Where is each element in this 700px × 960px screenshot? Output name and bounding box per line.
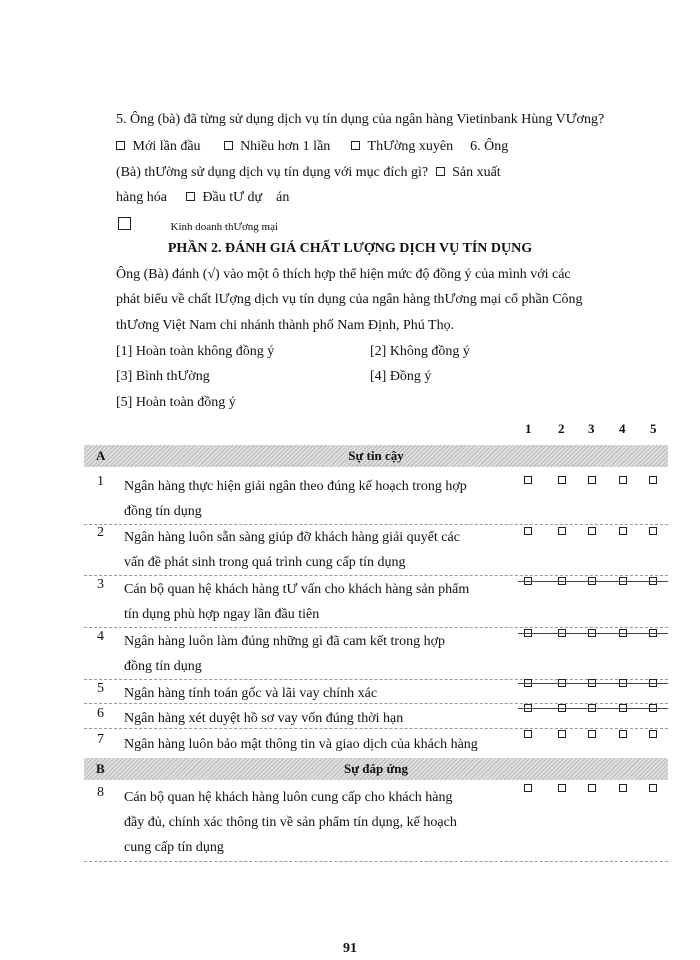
option-label: ThƯờng xuyên: [367, 139, 454, 154]
scale-header-1: 1: [525, 421, 532, 436]
rating-checkbox-3[interactable]: [588, 730, 596, 738]
question-6-line: [116, 165, 501, 181]
table-row: [84, 706, 668, 728]
page-number: 91: [343, 941, 357, 956]
group-header-b: [84, 758, 668, 780]
question-6-options: [116, 190, 289, 206]
statement-line: tín dụng phù hợp ngay lần đầu tiên: [124, 607, 320, 622]
question-5-options: [116, 139, 508, 155]
statement-line: Ngân hàng luôn sẵn sàng giúp đỡ khách hàng giải quyết các: [124, 530, 460, 545]
rating-checkbox-3[interactable]: [588, 527, 596, 535]
statement-line: Cán bộ quan hệ khách hàng luôn cung cấp cho khách hàng: [124, 790, 453, 805]
statement-line: Ngân hàng xét duyệt hồ sơ vay vốn đúng thời hạn: [124, 711, 404, 726]
option-label: hàng hóa: [116, 190, 167, 205]
group-letter: B: [96, 761, 105, 776]
option-label: Mới lần đầu: [132, 139, 201, 154]
table-row: [84, 577, 668, 625]
statement-line: đầy đủ, chính xác thông tin về sản phẩm tín dụng, kế hoạch: [124, 815, 457, 830]
scale-label-5: [5] Hoàn toàn đồng ý: [116, 395, 236, 410]
row-divider: [84, 728, 668, 729]
question-6-text: (Bà) thƯờng sử dụng dịch vụ tín dụng với mục đích gì?: [116, 165, 429, 180]
question-5-text: 5. Ông (bà) đã từng sử dụng dịch vụ tín dụng của ngân hàng Vietinbank Hùng VƯơng?: [116, 112, 605, 127]
rating-checkbox-1[interactable]: [524, 476, 532, 484]
row-divider: [84, 627, 668, 628]
rating-options: [524, 784, 664, 796]
checkbox[interactable]: [116, 141, 125, 150]
rating-options: [524, 679, 664, 691]
option-label: Kinh doanh thƯơng mại: [170, 221, 279, 233]
rating-options: [524, 730, 664, 742]
rating-checkbox-3[interactable]: [588, 476, 596, 484]
question-6-option-3: [118, 217, 278, 233]
rating-checkbox-2[interactable]: [558, 730, 566, 738]
row-number: 5: [97, 681, 104, 696]
rating-checkbox-5[interactable]: [649, 476, 657, 484]
row-statement: [124, 525, 514, 575]
rating-options: [524, 476, 664, 488]
row-statement: [124, 629, 514, 679]
row-statement: [124, 577, 514, 627]
rating-options: [524, 629, 664, 641]
row-number: 3: [97, 577, 104, 592]
scale-header-5: 5: [650, 421, 657, 436]
rating-checkbox-5[interactable]: [649, 730, 657, 738]
checkbox-underline: [518, 683, 668, 684]
rating-options: [524, 704, 664, 716]
scale-label-2: [2] Không đồng ý: [370, 344, 470, 359]
row-number: 2: [97, 525, 104, 540]
rating-checkbox-1[interactable]: [524, 527, 532, 535]
checkbox[interactable]: [436, 167, 445, 176]
table-row: [84, 681, 668, 703]
statement-line: Cán bộ quan hệ khách hàng tƯ vấn cho khách hàng sản phẩm: [124, 582, 470, 597]
option-label: Sản xuất: [452, 165, 501, 180]
scale-header-4: 4: [619, 421, 626, 436]
row-statement: [124, 785, 514, 860]
rating-options: [524, 577, 664, 589]
rating-checkbox-5[interactable]: [649, 527, 657, 535]
statement-line: cung cấp tín dụng: [124, 840, 224, 855]
checkbox[interactable]: [186, 192, 195, 201]
row-number: 7: [97, 732, 104, 747]
row-number: 6: [97, 706, 104, 721]
row-number: 4: [97, 629, 104, 644]
row-number: 1: [97, 474, 104, 489]
table-row: [84, 474, 668, 522]
rating-checkbox-4[interactable]: [619, 730, 627, 738]
scale-label-4: [4] Đồng ý: [370, 369, 432, 384]
intro-line-1: Ông (Bà) đánh (√) vào một ô thích hợp thể hiện mức độ đồng ý của mình với các: [116, 267, 571, 282]
table-row: [84, 525, 668, 573]
rating-checkbox-4[interactable]: [619, 527, 627, 535]
rating-checkbox-1[interactable]: [524, 730, 532, 738]
group-header-a: [84, 445, 668, 467]
rating-checkbox-2[interactable]: [558, 784, 566, 792]
scale-label-1: [1] Hoàn toàn không đồng ý: [116, 344, 275, 359]
row-number: 8: [97, 785, 104, 800]
rating-checkbox-4[interactable]: [619, 784, 627, 792]
option-label: Đầu tƯ dự án: [202, 190, 290, 205]
statement-line: Ngân hàng luôn làm đúng những gì đã cam kết trong hợp: [124, 634, 445, 649]
checkbox[interactable]: [351, 141, 360, 150]
statement-line: Ngân hàng tính toán gốc và lãi vay chính xác: [124, 686, 378, 701]
group-title: Sự tin cậy: [348, 448, 404, 463]
statement-line: Ngân hàng thực hiện giải ngân theo đúng kế hoạch trong hợp: [124, 479, 467, 494]
checkbox-underline: [518, 708, 668, 709]
rating-checkbox-2[interactable]: [558, 527, 566, 535]
checkbox[interactable]: [118, 217, 131, 230]
statement-line: vấn đề phát sinh trong quá trình cung cấp tín dụng: [124, 555, 406, 570]
rating-checkbox-2[interactable]: [558, 476, 566, 484]
checkbox-underline: [518, 633, 668, 634]
statement-line: Ngân hàng luôn bảo mật thông tin và giao dịch của khách hàng: [124, 737, 478, 752]
scale-header-3: 3: [588, 421, 595, 436]
row-statement: [124, 732, 514, 757]
rating-options: [524, 527, 664, 539]
row-divider: [84, 861, 668, 862]
table-row: [84, 732, 668, 754]
checkbox-underline: [518, 581, 668, 582]
statement-line: đồng tín dụng: [124, 659, 202, 674]
intro-line-2: phát biểu về chất lƯợng dịch vụ tín dụng của ngân hàng thƯơng mại cổ phần Công: [116, 292, 583, 307]
rating-checkbox-5[interactable]: [649, 784, 657, 792]
intro-line-3: thƯơng Việt Nam chi nhánh thành phố Nam Định, Phú Thọ.: [116, 318, 455, 333]
option-label: Nhiều hơn 1 lần: [240, 139, 331, 154]
statement-line: đồng tín dụng: [124, 504, 202, 519]
row-divider: [84, 575, 668, 576]
question-6-start: 6. Ông: [470, 139, 509, 154]
row-statement: [124, 474, 514, 524]
table-row: [84, 629, 668, 677]
scale-header-2: 2: [558, 421, 565, 436]
rating-checkbox-3[interactable]: [588, 784, 596, 792]
section-title: PHẦN 2. ĐÁNH GIÁ CHẤT LƯỢNG DỊCH VỤ TÍN DỤNG: [167, 241, 533, 256]
table-row: [84, 785, 668, 860]
rating-checkbox-1[interactable]: [524, 784, 532, 792]
rating-checkbox-4[interactable]: [619, 476, 627, 484]
checkbox[interactable]: [224, 141, 233, 150]
group-letter: A: [96, 448, 106, 463]
group-title: Sự đáp ứng: [343, 761, 409, 776]
scale-label-3: [3] Bình thƯờng: [116, 369, 210, 384]
